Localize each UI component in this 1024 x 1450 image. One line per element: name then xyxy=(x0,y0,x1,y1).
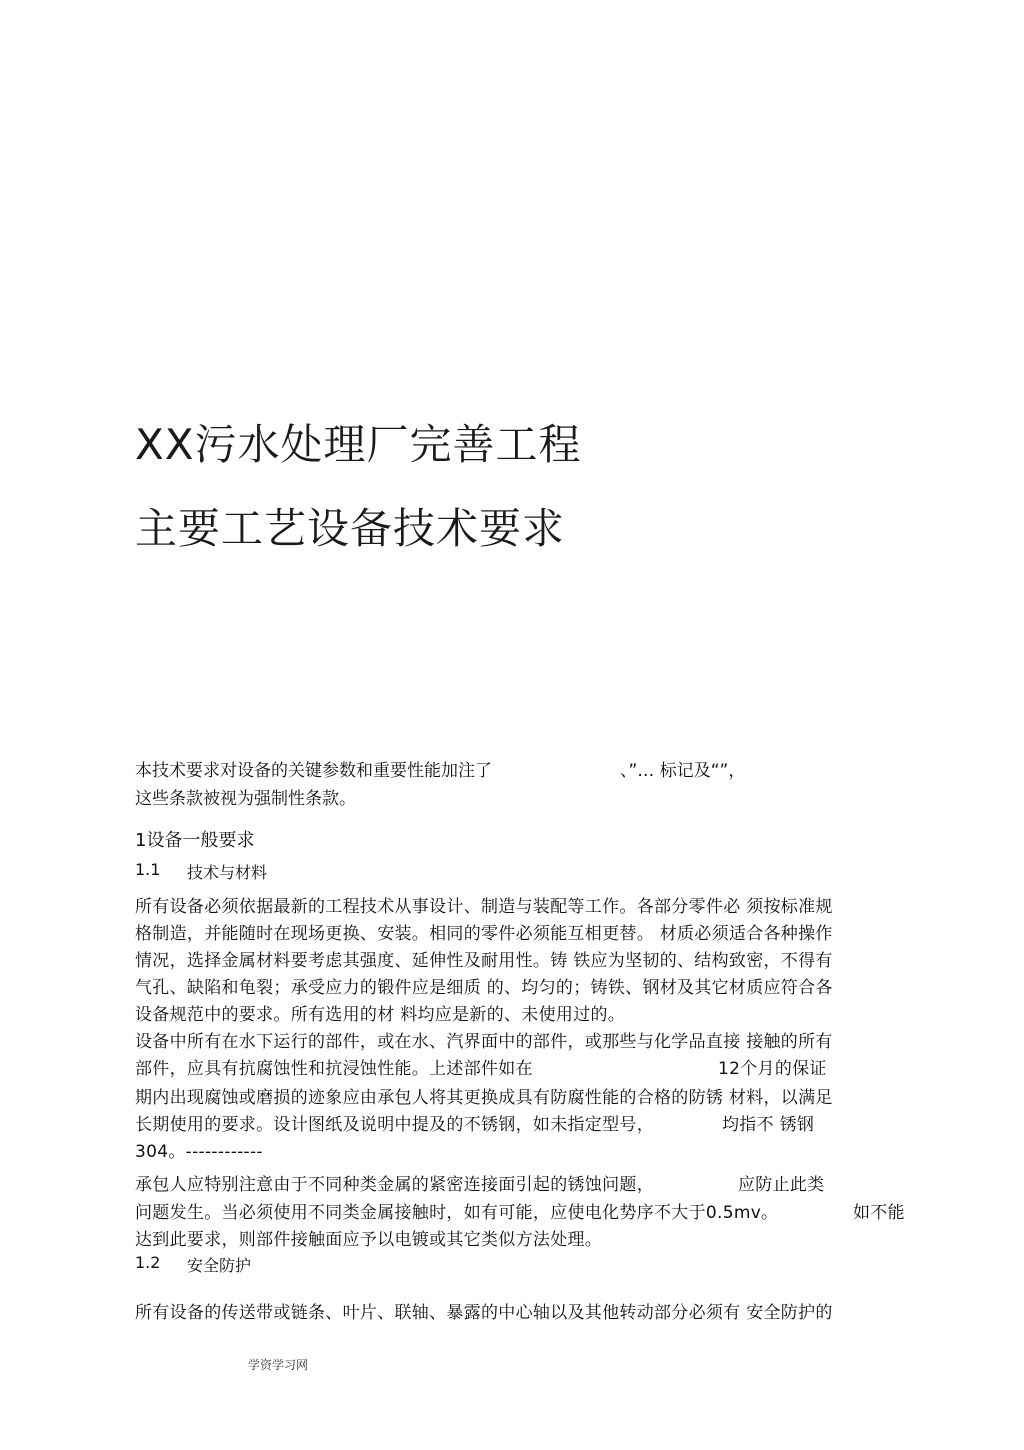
intro-line-2: 这些条款被视为强制性条款。 xyxy=(135,789,356,809)
paragraph-3-line-3: 达到此要求，则部件接触面应予以电镀或其它类似方法处理。 xyxy=(135,1230,603,1250)
paragraph-3-line-1a: 承包人应特别注意由于不同种类金属的紧密连接面引起的锈蚀问题， xyxy=(135,1175,654,1195)
section-1-2-number: 1.2 xyxy=(135,1253,161,1272)
page-footer: 学资学习网 xyxy=(248,1358,309,1372)
title-line-1: XX污水处理厂完善工程 xyxy=(135,420,582,469)
paragraph-1-line-2: 格制造，并能随时在现场更换、安装。相同的零件必须能互相更替。 材质必须适合各种操作 xyxy=(135,924,833,944)
paragraph-1-line-4: 气孔、缺陷和龟裂；承受应力的锻件应是细质 的、均匀的；铸铁、钢材及其它材质应符合各 xyxy=(135,978,833,998)
intro-line-1b: 、”… 标记及“”， xyxy=(620,761,746,781)
paragraph-1-line-1: 所有设备必须依据最新的工程技术从事设计、制造与装配等工作。各部分零件必 须按标准规 xyxy=(135,897,833,917)
section-1-2-title: 安全防护 xyxy=(187,1256,252,1275)
section-1-1-title: 技术与材料 xyxy=(187,863,268,882)
title-line-2: 主要工艺设备技术要求 xyxy=(135,504,566,553)
paragraph-3-line-2b: 如不能 xyxy=(853,1203,905,1223)
paragraph-1-line-5: 设备规范中的要求。所有选用的材 料均应是新的、未使用过的。 xyxy=(135,1005,626,1025)
paragraph-2-line-4b: 均指不 锈钢 xyxy=(722,1115,815,1135)
paragraph-2-line-5: 304。------------ xyxy=(135,1142,263,1162)
intro-line-1a: 本技术要求对设备的关键参数和重要性能加注了 xyxy=(135,761,492,781)
paragraph-4-line-1: 所有设备的传送带或链条、叶片、联轴、暴露的中心轴以及其他转动部分必须有 安全防护的 xyxy=(135,1303,833,1323)
section-1-1-number: 1.1 xyxy=(135,860,161,879)
paragraph-3-line-1b: 应防止此类 xyxy=(738,1175,825,1195)
paragraph-2-line-3: 期内出现腐蚀或磨损的迹象应由承包人将其更换成具有防腐性能的合格的防锈 材料，以满足 xyxy=(135,1088,833,1108)
section-1-heading: 1设备一般要求 xyxy=(135,830,255,851)
paragraph-3-line-2a: 问题发生。当必须使用不同类金属接触时，如有可能，应使电化势序不大于0.5mv。 xyxy=(135,1203,779,1223)
paragraph-2-line-2a: 部件，应具有抗腐蚀性和抗浸蚀性能。上述部件如在 xyxy=(135,1059,533,1079)
paragraph-1-line-3: 情况，选择金属材料要考虑其强度、延伸性及耐用性。铸 铁应为坚韧的、结构致密，不得有 xyxy=(135,951,833,971)
paragraph-2-line-4a: 长期使用的要求。设计图纸及说明中提及的不锈钢，如未指定型号， xyxy=(135,1115,654,1135)
paragraph-2-line-1: 设备中所有在水下运行的部件，或在水、汽界面中的部件，或那些与化学品直接 接触的所有 xyxy=(135,1032,833,1052)
paragraph-2-line-2b: 12个月的保证 xyxy=(718,1059,827,1079)
